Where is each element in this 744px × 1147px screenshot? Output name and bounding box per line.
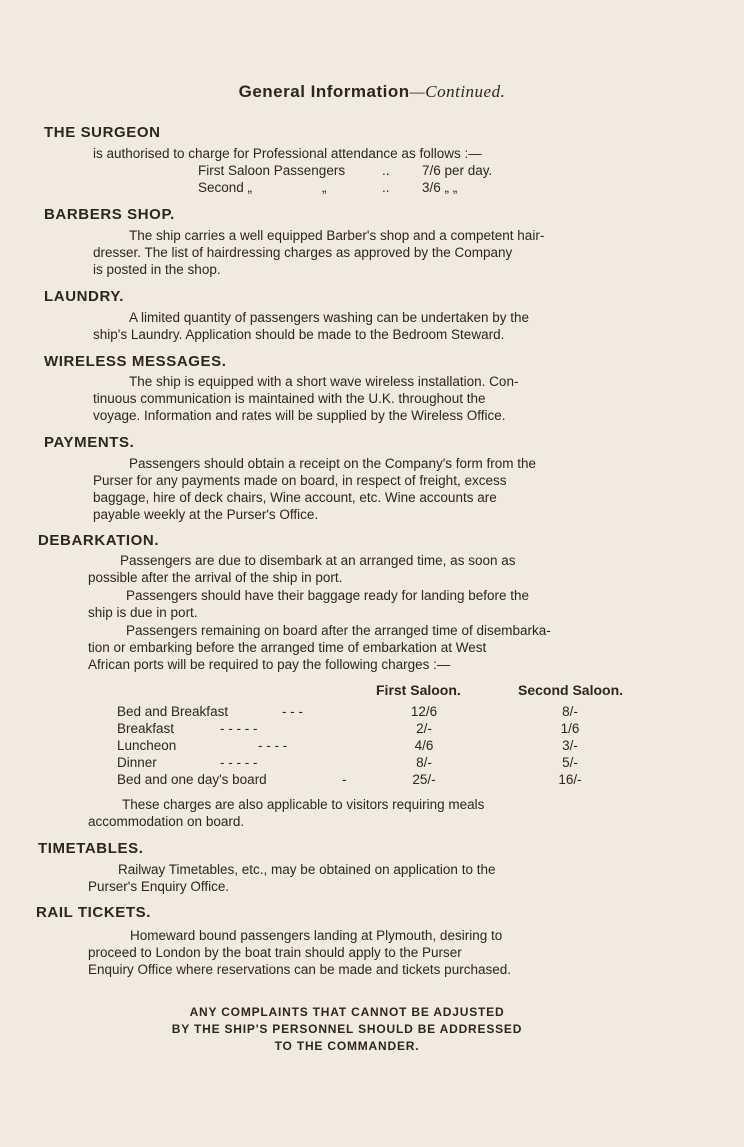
surgeon-row-dots: .. bbox=[382, 163, 390, 178]
laundry-line-1: A limited quantity of passengers washing can be undertaken by the bbox=[129, 310, 530, 325]
rail-line-3: Enquiry Office where reservations can be made and tickets purchased. bbox=[88, 962, 511, 977]
charge-dashes: - - - bbox=[282, 704, 303, 719]
wireless-line-2: tinuous communication is maintained with the U.K. throughout the bbox=[93, 391, 486, 406]
charge-item: Dinner bbox=[117, 755, 157, 770]
page-title bbox=[0, 82, 744, 102]
charge-first: 8/- bbox=[416, 755, 432, 770]
heading-barbers: BARBERS SHOP. bbox=[44, 206, 175, 223]
payments-line-1: Passengers should obtain a receipt on the Company's form from the bbox=[129, 456, 537, 471]
title-main: General Information bbox=[238, 82, 410, 101]
surgeon-row-second-dots: .. bbox=[382, 180, 390, 195]
surgeon-row-second: Second „ bbox=[198, 180, 253, 195]
wireless-line-1: The ship is equipped with a short wave wireless installation. Con- bbox=[129, 374, 519, 389]
surgeon-row-value: 7/6 per day. bbox=[422, 163, 493, 178]
debarkation-p4-line-1: These charges are also applicable to visitors requiring meals bbox=[122, 797, 485, 812]
notice-line-1: ANY COMPLAINTS THAT CANNOT BE ADJUSTED bbox=[189, 1005, 505, 1019]
timetables-line-1: Railway Timetables, etc., may be obtained on application to the bbox=[118, 862, 496, 877]
wireless-line-3: voyage. Information and rates will be supplied by the Wireless Office. bbox=[93, 408, 506, 423]
heading-laundry: LAUNDRY. bbox=[44, 288, 125, 305]
charge-second: 8/- bbox=[562, 704, 578, 719]
charge-second: 3/- bbox=[562, 738, 578, 753]
payments-line-2: Purser for any payments made on board, in respect of freight, excess bbox=[93, 473, 507, 488]
charge-second: 16/- bbox=[558, 772, 582, 787]
notice-line-2: BY THE SHIP'S PERSONNEL SHOULD BE ADDRESSED bbox=[171, 1022, 523, 1036]
laundry-line-2: ship's Laundry. Application should be made to the Bedroom Steward. bbox=[93, 327, 505, 342]
surgeon-row-label: First Saloon Passengers bbox=[198, 163, 346, 178]
complaints-notice bbox=[0, 1004, 694, 1055]
debarkation-p2-line-1: Passengers should have their baggage ready for landing before the bbox=[126, 588, 530, 603]
heading-wireless: WIRELESS MESSAGES. bbox=[44, 353, 227, 370]
rail-line-1: Homeward bound passengers landing at Plymouth, desiring to bbox=[130, 928, 503, 943]
title-continued: —Continued. bbox=[409, 82, 506, 101]
debarkation-p2-line-2: ship is due in port. bbox=[88, 605, 198, 620]
debarkation-p1-line-1: Passengers are due to disembark at an arranged time, as soon as bbox=[120, 553, 516, 568]
debarkation-p3-line-1: Passengers remaining on board after the arranged time of disembarka- bbox=[126, 623, 551, 638]
barbers-line-2: dresser. The list of hairdressing charges as approved by the Company bbox=[93, 245, 513, 260]
charge-first: 12/6 bbox=[410, 704, 438, 719]
notice-line-3: TO THE COMMANDER. bbox=[274, 1039, 420, 1053]
payments-line-4: payable weekly at the Purser's Office. bbox=[93, 507, 319, 522]
heading-payments: PAYMENTS. bbox=[44, 434, 135, 451]
charge-item: Bed and one day's board bbox=[117, 772, 267, 787]
charge-second: 1/6 bbox=[560, 721, 580, 736]
charge-first: 2/- bbox=[416, 721, 432, 736]
charge-dashes: - - - - bbox=[258, 738, 288, 753]
charge-second: 5/- bbox=[562, 755, 578, 770]
heading-surgeon: THE SURGEON bbox=[44, 124, 161, 141]
debarkation-p4-line-2: accommodation on board. bbox=[88, 814, 245, 829]
charge-dashes: - - - - - bbox=[220, 755, 258, 770]
charge-first: 4/6 bbox=[414, 738, 434, 753]
charge-item: Breakfast bbox=[117, 721, 175, 736]
charge-first: 25/- bbox=[412, 772, 436, 787]
charge-item: Bed and Breakfast bbox=[117, 704, 229, 719]
barbers-line-1: The ship carries a well equipped Barber's shop and a competent hair- bbox=[129, 228, 545, 243]
debarkation-p3-line-2: tion or embarking before the arranged time of embarkation at West bbox=[88, 640, 487, 655]
surgeon-row-second-value: 3/6 „ „ bbox=[422, 180, 458, 195]
surgeon-row-second-mid: „ bbox=[322, 180, 327, 195]
surgeon-row-first bbox=[198, 163, 345, 178]
column-first-saloon: First Saloon. bbox=[376, 682, 461, 698]
charge-item: Luncheon bbox=[117, 738, 177, 753]
rail-line-2: proceed to London by the boat train should apply to the Purser bbox=[88, 945, 462, 960]
debarkation-p3-line-3: African ports will be required to pay the following charges :— bbox=[88, 657, 451, 672]
surgeon-intro: is authorised to charge for Professional attendance as follows :— bbox=[93, 146, 482, 161]
timetables-line-2: Purser's Enquiry Office. bbox=[88, 879, 230, 894]
barbers-line-3: is posted in the shop. bbox=[93, 262, 221, 277]
heading-debarkation: DEBARKATION. bbox=[38, 532, 160, 549]
heading-timetables: TIMETABLES. bbox=[38, 840, 144, 857]
charge-dashes: - bbox=[342, 772, 347, 787]
charge-dashes: - - - - - bbox=[220, 721, 258, 736]
heading-rail-tickets: RAIL TICKETS. bbox=[36, 904, 152, 921]
column-second-saloon: Second Saloon. bbox=[518, 682, 624, 698]
payments-line-3: baggage, hire of deck chairs, Wine account, etc. Wine accounts are bbox=[93, 490, 497, 505]
debarkation-p1-line-2: possible after the arrival of the ship in port. bbox=[88, 570, 343, 585]
